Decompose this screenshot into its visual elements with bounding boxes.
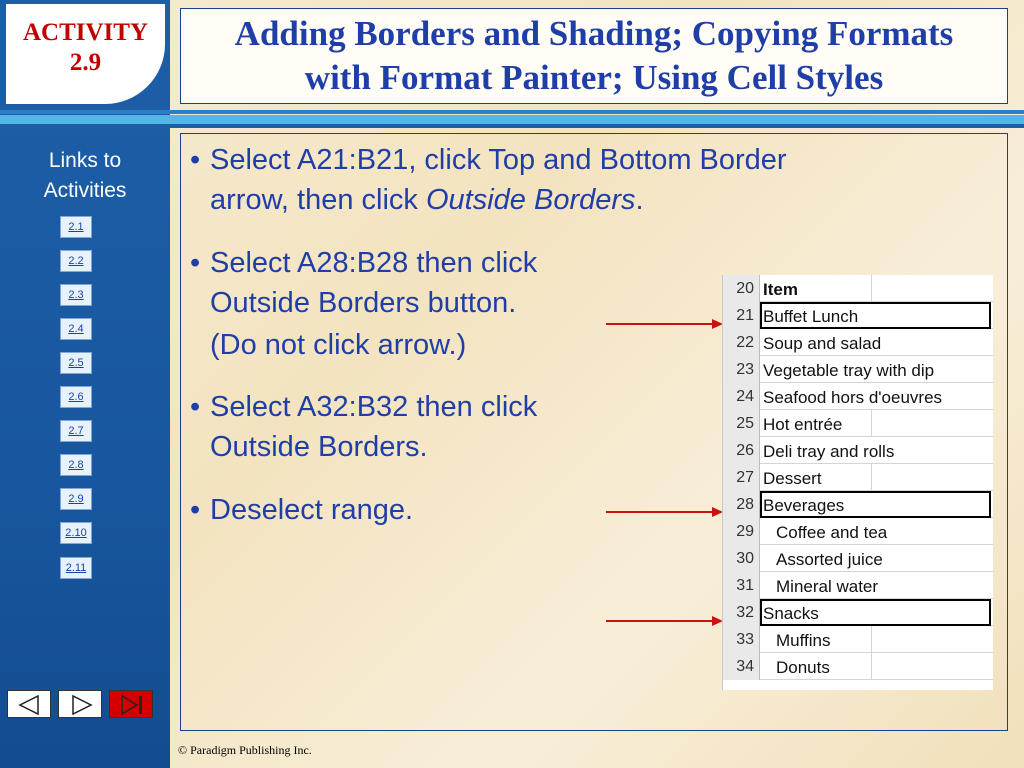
cell-value: Muffins (776, 631, 831, 650)
column-divider (871, 464, 872, 491)
link-activity-2-8[interactable]: 2.8 (60, 454, 92, 476)
arrow-right-icon (606, 504, 724, 520)
triangle-left-icon (8, 691, 52, 719)
bullet-1-emphasis: Outside Borders (425, 184, 636, 216)
bullet-1-line2-text: arrow, then click (210, 184, 426, 216)
sheet-row-28 (723, 491, 993, 518)
cell-value: Assorted juice (776, 550, 883, 569)
cell-value: Buffet Lunch (763, 307, 859, 326)
bullet-1-line1: Select A21:B21, click Top and Bottom Border (210, 144, 787, 176)
bullet-1-period: . (635, 184, 644, 216)
row-number: 34 (723, 653, 760, 680)
link-activity-2-7[interactable]: 2.7 (60, 420, 92, 442)
link-activity-2-11[interactable]: 2.11 (60, 557, 92, 579)
copyright-footer: © Paradigm Publishing Inc. (178, 743, 312, 757)
sheet-row-27 (723, 464, 993, 491)
sheet-row-33 (723, 626, 993, 653)
outside-border (760, 491, 991, 518)
activity-number: 2.9 (69, 49, 102, 76)
cell-value: Beverages (763, 496, 845, 515)
column-divider (871, 626, 872, 653)
row-number: 30 (723, 545, 760, 572)
row-number: 32 (723, 599, 760, 626)
bullet-2-line3: (Do not click arrow.) (210, 329, 467, 361)
prev-button[interactable] (7, 690, 51, 718)
cell-value: Mineral water (776, 577, 879, 596)
link-activity-2-5[interactable]: 2.5 (60, 352, 92, 374)
links-title-line1: Links to (48, 149, 122, 172)
row-number: 31 (723, 572, 760, 599)
sheet-row-32 (723, 599, 993, 626)
slide-title (180, 8, 1008, 104)
cell-value: Soup and salad (763, 334, 882, 353)
sheet-row-34 (723, 653, 993, 680)
next-button[interactable] (58, 690, 102, 718)
column-divider (871, 410, 872, 437)
end-button[interactable] (109, 690, 153, 718)
title-line1: Adding Borders and Shading; Copying Formats (234, 14, 954, 53)
link-activity-2-10[interactable]: 2.10 (60, 522, 92, 544)
bullet-4-line1: Deselect range. (210, 494, 414, 526)
sheet-row-31 (723, 572, 993, 599)
cell-value: Hot entrée (763, 415, 843, 434)
row-number: 33 (723, 626, 760, 653)
bullet-1-line2 (210, 179, 644, 221)
spreadsheet-excerpt (722, 275, 993, 690)
column-divider (871, 653, 872, 680)
sheet-row-24 (723, 383, 993, 410)
arrow-right-icon (606, 613, 724, 629)
sheet-row-29 (723, 518, 993, 545)
header-stripe-middle (0, 115, 1024, 124)
bullet-2-line2: Outside Borders button. (210, 287, 517, 319)
arrow-right-icon (606, 316, 724, 332)
row-number: 22 (723, 329, 760, 356)
row-number: 27 (723, 464, 760, 491)
sheet-row-25 (723, 410, 993, 437)
sheet-row-23 (723, 356, 993, 383)
bullet-dot: • (190, 391, 201, 423)
cell-value: Deli tray and rolls (763, 442, 895, 461)
cell-value: Seafood hors d'oeuvres (763, 388, 943, 407)
row-number: 28 (723, 491, 760, 518)
bullet-dot: • (190, 144, 201, 176)
row-number: 23 (723, 356, 760, 383)
bullet-dot: • (190, 494, 201, 526)
bullet-2-line1: Select A28:B28 then click (210, 247, 538, 279)
link-activity-2-4[interactable]: 2.4 (60, 318, 92, 340)
row-number: 21 (723, 302, 760, 329)
end-icon (110, 691, 154, 719)
cell-value: Coffee and tea (776, 523, 888, 542)
row-number: 26 (723, 437, 760, 464)
links-title (14, 146, 156, 206)
activity-badge (6, 4, 165, 104)
cell-value: Donuts (776, 658, 830, 677)
outside-border (760, 302, 991, 329)
sheet-row-22 (723, 329, 993, 356)
sheet-row-20 (723, 275, 993, 302)
link-activity-2-2[interactable]: 2.2 (60, 250, 92, 272)
sheet-row-26 (723, 437, 993, 464)
row-number: 24 (723, 383, 760, 410)
link-activity-2-1[interactable]: 2.1 (60, 216, 92, 238)
header-stripe-bottom (0, 124, 1024, 128)
outside-border (760, 599, 991, 626)
column-divider (871, 275, 872, 302)
bullet-dot: • (190, 247, 201, 279)
sheet-row-30 (723, 545, 993, 572)
link-activity-2-6[interactable]: 2.6 (60, 386, 92, 408)
sheet-row-21 (723, 302, 993, 329)
header-stripe-top (0, 110, 1024, 114)
triangle-right-icon (59, 691, 103, 719)
row-number: 20 (723, 275, 760, 302)
cell-value: Dessert (763, 469, 822, 488)
bullet-3-line1: Select A32:B32 then click (210, 391, 538, 423)
bullet-3-line2: Outside Borders. (210, 431, 428, 463)
cell-value: Vegetable tray with dip (763, 361, 935, 380)
link-activity-2-3[interactable]: 2.3 (60, 284, 92, 306)
link-activity-2-9[interactable]: 2.9 (60, 488, 92, 510)
activity-label: ACTIVITY (22, 19, 149, 46)
links-title-line2: Activities (43, 179, 127, 202)
row-number: 29 (723, 518, 760, 545)
title-line2: with Format Painter; Using Cell Styles (304, 58, 884, 97)
row-number: 25 (723, 410, 760, 437)
cell-value: Snacks (763, 604, 819, 623)
cell-value: Item (763, 280, 798, 299)
